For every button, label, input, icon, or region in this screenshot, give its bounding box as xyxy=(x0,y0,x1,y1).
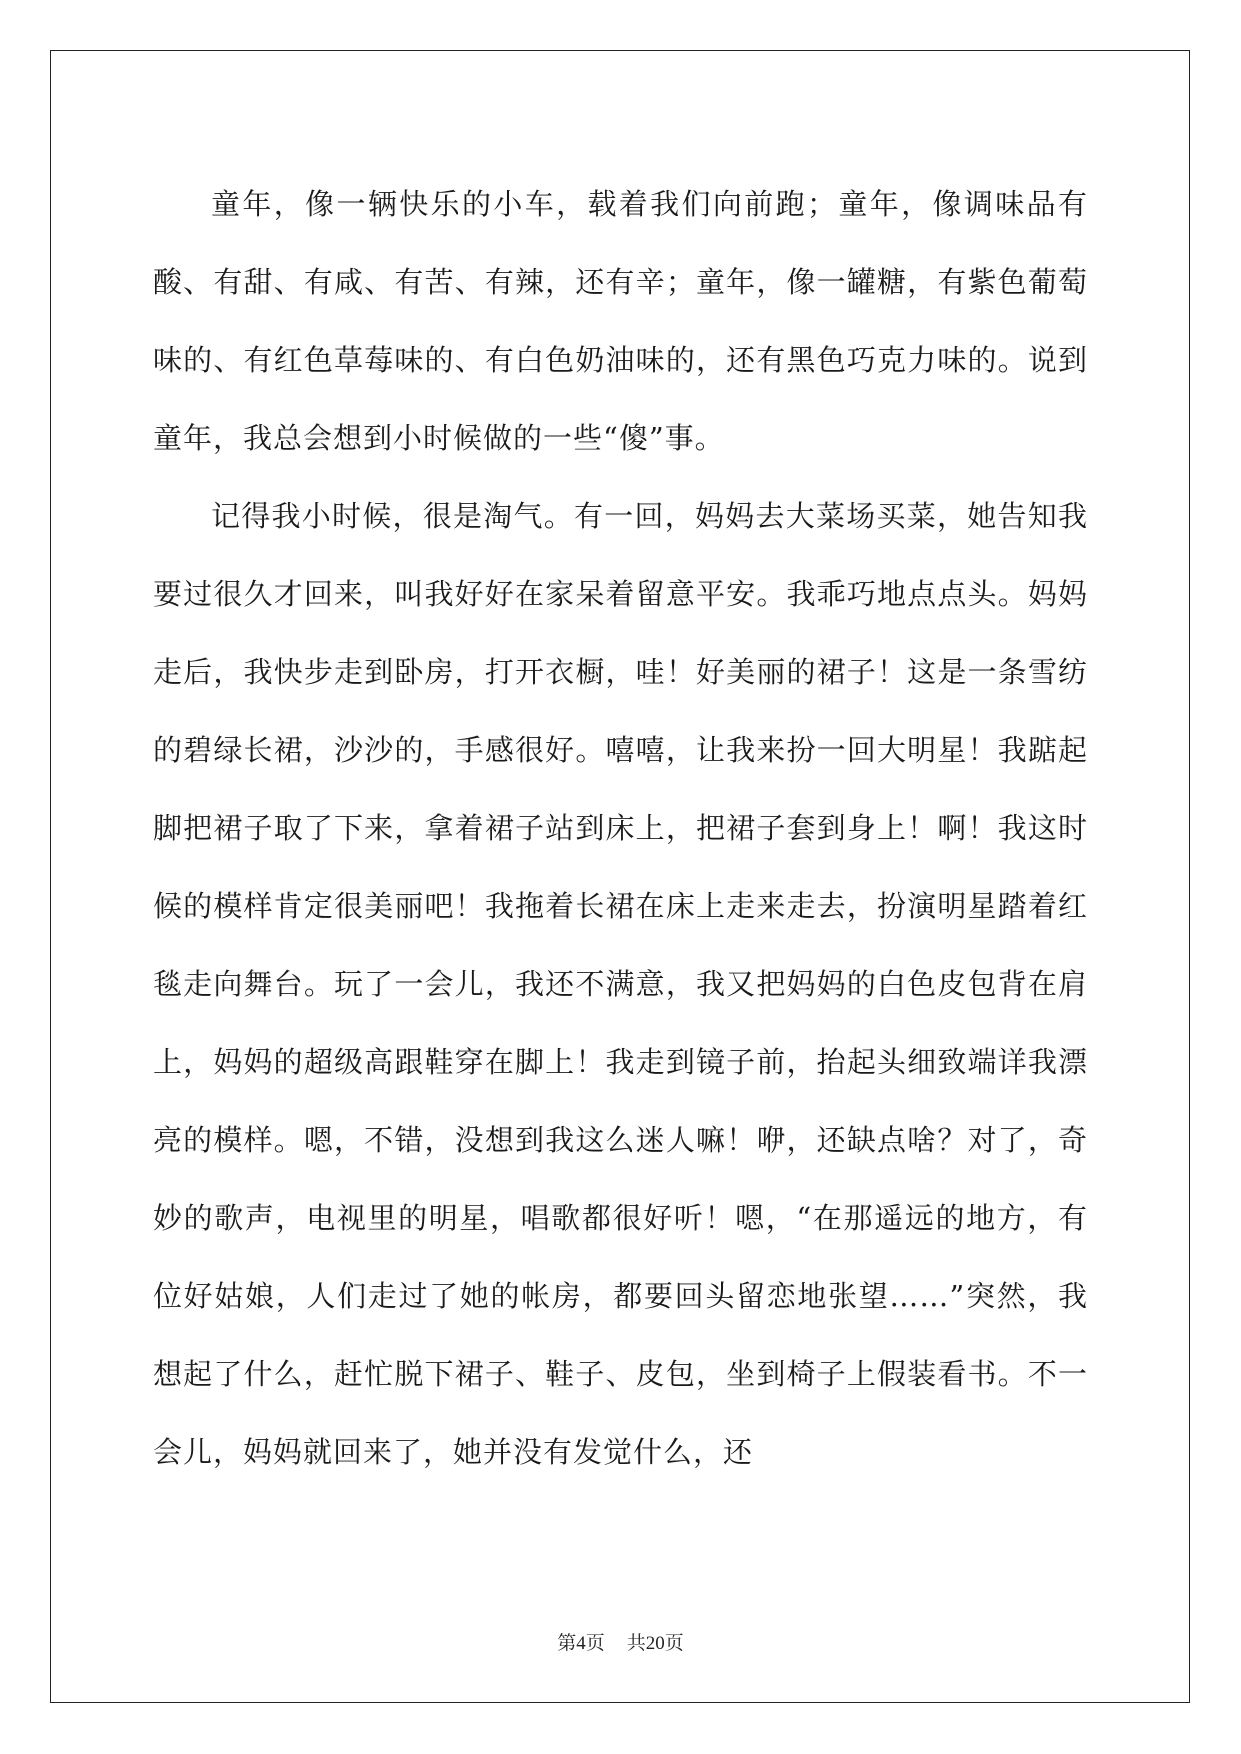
page-number: 第4页 xyxy=(557,1633,605,1654)
paragraph-childhood-intro: 童年，像一辆快乐的小车，载着我们向前跑；童年，像调味品有酸、有甜、有咸、有苦、有辣，还有辛；童年，像一罐糖，有紫色葡萄味的、有红色草莓味的、有白色奶油味的，还有黑色巧克力味的。说到童年，我总会想到小时候做的一些“傻”事。 xyxy=(153,187,1088,455)
paragraph-childhood-story: 记得我小时候，很是淘气。有一回，妈妈去大菜场买菜，她告知我要过很久才回来，叫我好好在家呆着留意平安。我乖巧地点点头。妈妈走后，我快步走到卧房，打开衣橱，哇！好美丽的裙子！这是一条雪纺的碧绿长裙，沙沙的，手感很好。嘻嘻，让我来扮一回大明星！我踮起脚把裙子取了下来，拿着裙子站到床上，把裙子套到身上！啊！我这时候的模样肯定很美丽吧！我拖着长裙在床上走来走去，扮演明星踏着红毯走向舞台。玩了一会儿，我还不满意，我又把妈妈的白色皮包背在肩上，妈妈的超级高跟鞋穿在脚上！我走到镜子前，抬起头细致端详我漂亮的模样。嗯，不错，没想到我这么迷人嘛！咿，还缺点啥？对了，奇妙的歌声，电视里的明星，唱歌都很好听！嗯，“在那遥远的地方，有位好姑娘，人们走过了她的帐房，都要回头留恋地张望……”突然，我想起了什么，赶忙脱下裙子、鞋子、皮包，坐到椅子上假装看书。不一会儿，妈妈就回来了，她并没有发觉什么，还 xyxy=(153,499,1088,1469)
page-footer xyxy=(0,1628,1241,1655)
document-body xyxy=(153,165,1088,1491)
page-total: 共20页 xyxy=(626,1633,684,1654)
